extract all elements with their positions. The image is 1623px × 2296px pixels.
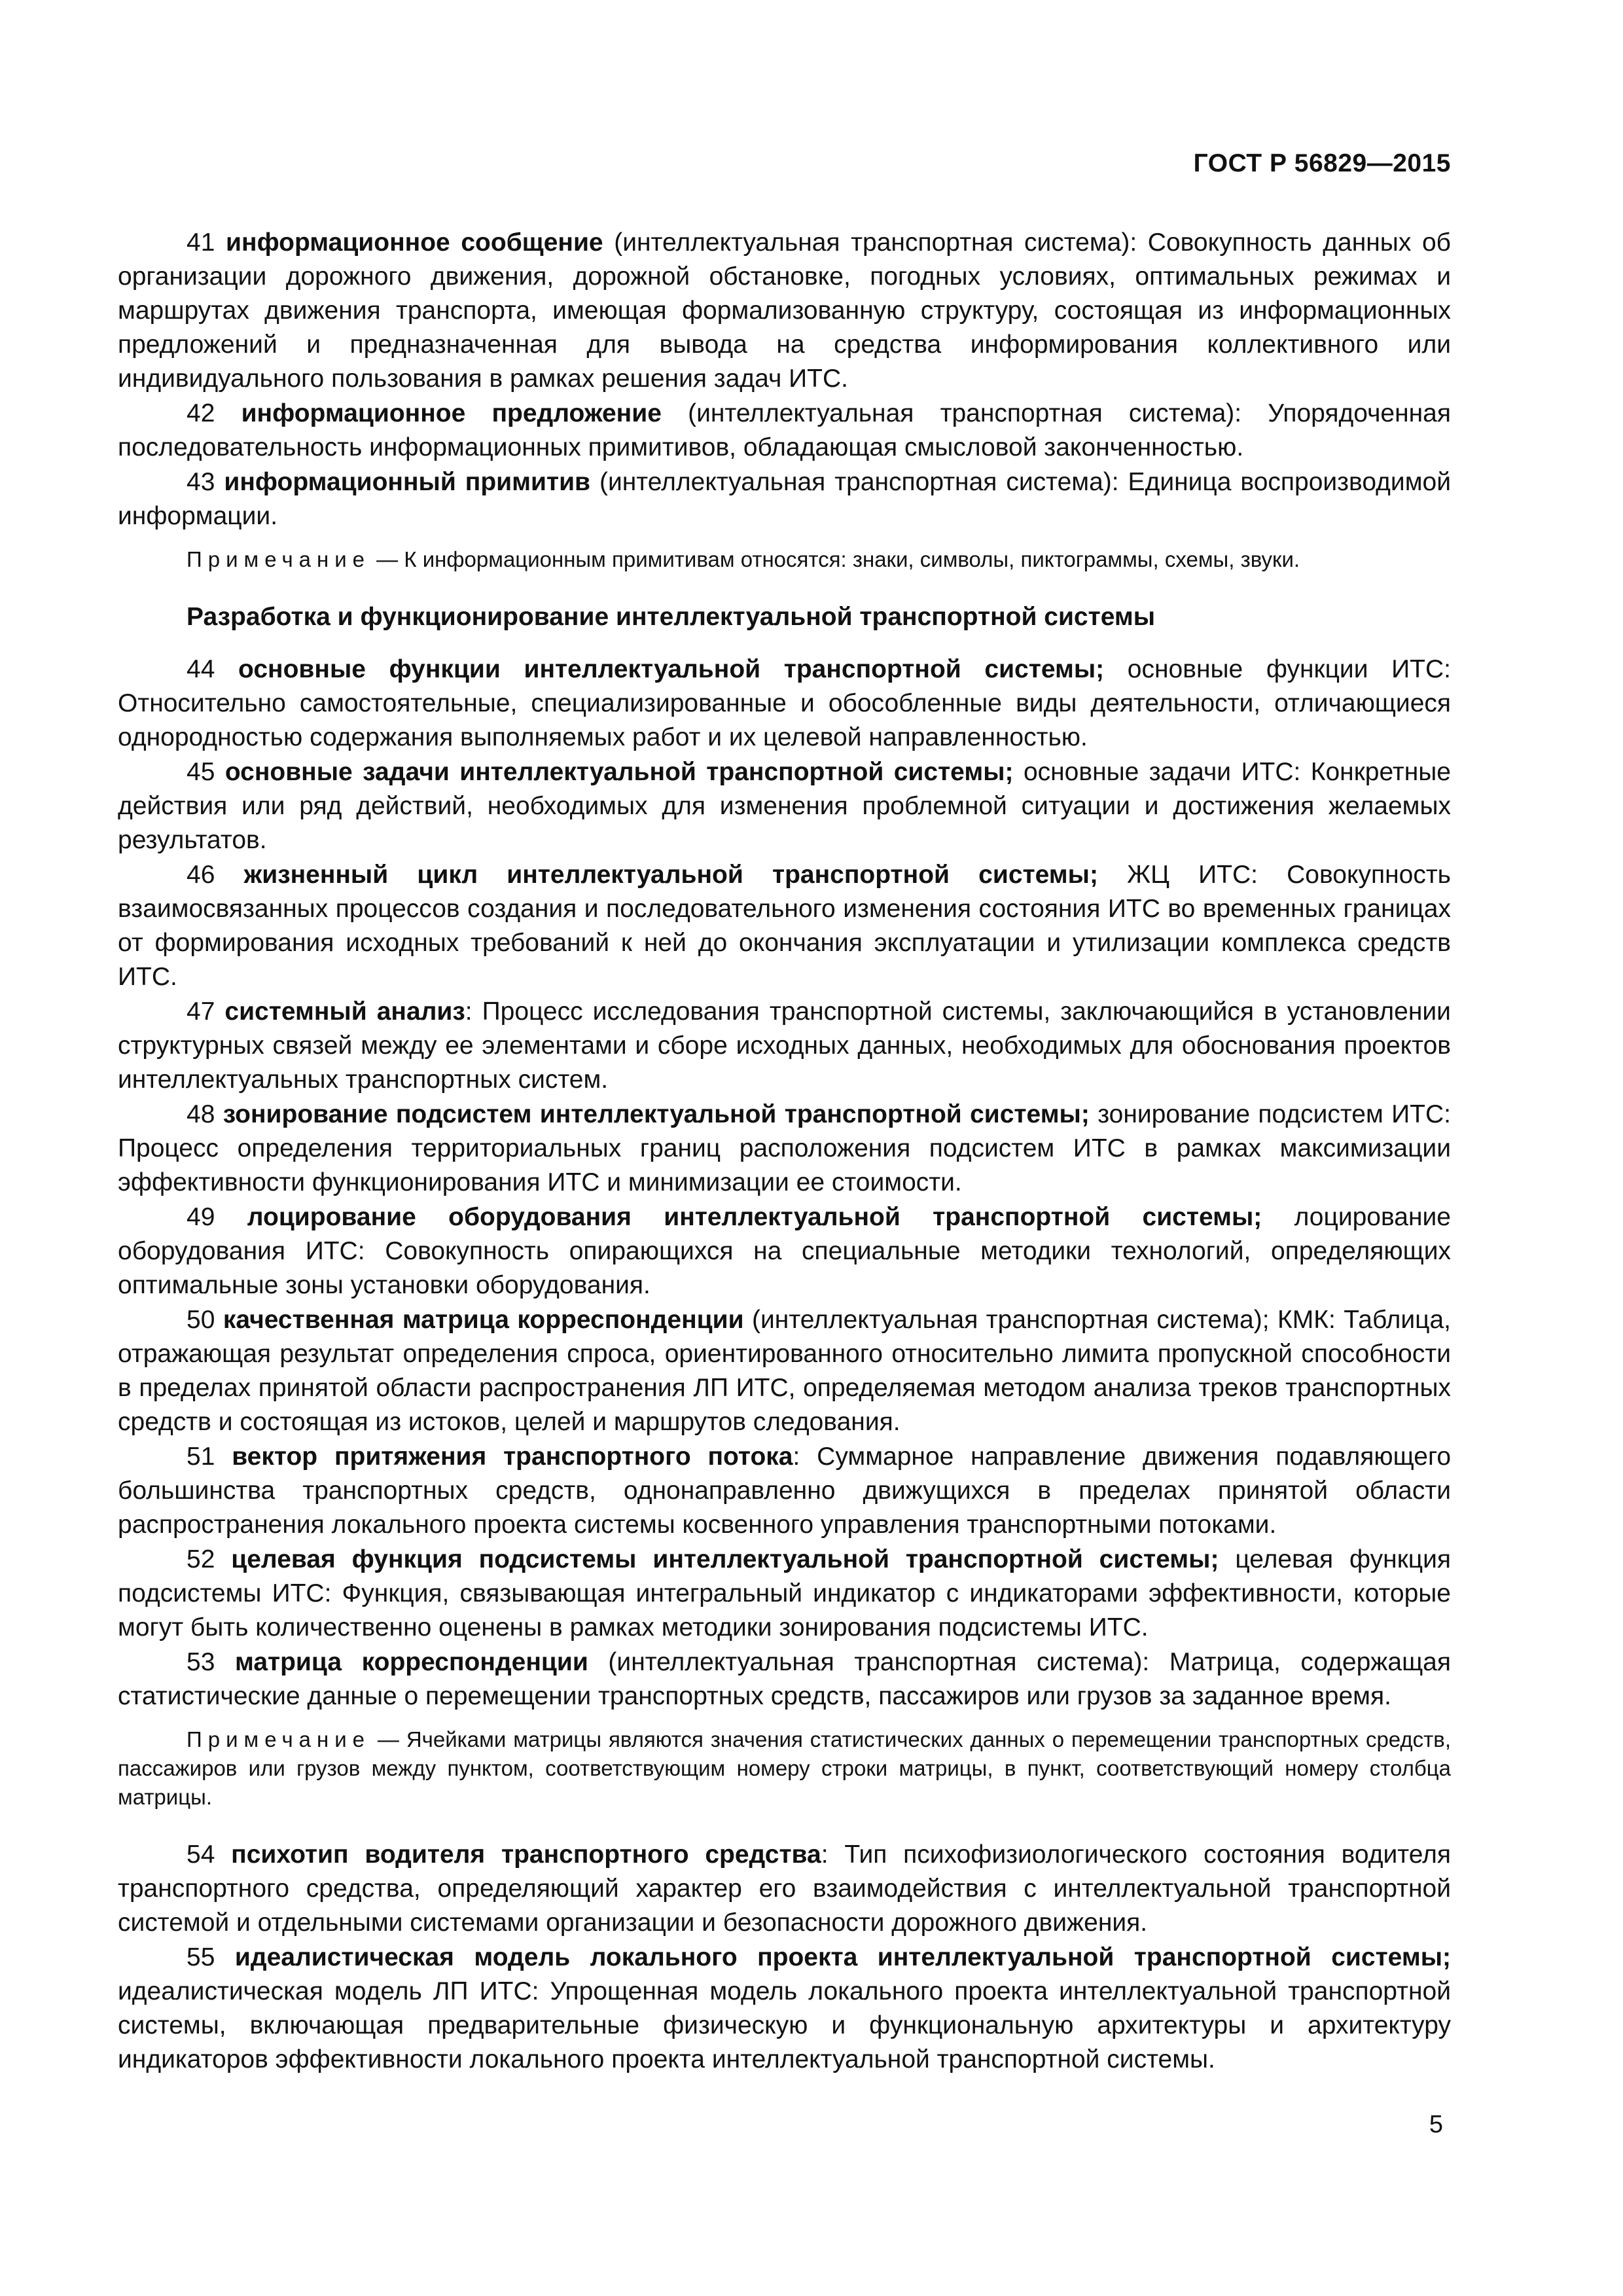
- term-definition: (интеллектуальная транспортная система): Единица воспроизводимой информации.: [118, 468, 1451, 530]
- term-name: основные задачи интеллектуальной транспортной системы;: [224, 758, 1014, 786]
- term-number: 44: [187, 655, 215, 683]
- term-number: 49: [187, 1203, 215, 1231]
- term-number: 46: [187, 861, 215, 889]
- term-definition: основные функции ИТС: Относительно самостоятельные, специализированные и обособленные виды деятельности, отличающиеся однородностью содержания выполняемых работ и их целевой направленностью.: [118, 655, 1451, 751]
- term-definition: (интеллектуальная транспортная система); КМК: Таблица, отражающая результат определения спроса, ориентированного относительно лимита пропускной способности в пределах принятой области распространения ЛП ИТС, определяемая методом анализа треков транспортных средств и состоящая из истоков, целей и маршрутов следования.: [118, 1306, 1451, 1436]
- term-number: 43: [187, 468, 215, 496]
- term-entry-52: [118, 1543, 1451, 1645]
- term-number: 48: [187, 1100, 215, 1128]
- term-entry-44: [118, 653, 1451, 755]
- term-entry-50: [118, 1303, 1451, 1439]
- term-name: целевая функция подсистемы интеллектуальной транспортной системы;: [231, 1545, 1219, 1573]
- term-name: системный анализ: [224, 997, 465, 1026]
- term-entry-47: [118, 995, 1451, 1097]
- note-label: Примечание: [187, 1727, 371, 1751]
- note-correspondence-matrix: [118, 1725, 1451, 1812]
- term-name: информационное сообщение: [226, 228, 603, 257]
- term-definition: : Тип психофизиологического состояния водителя транспортного средства, определяющий характер его взаимодействия с интеллектуальной транспортной системой и отдельными системами организации и безопасности дорожного движения.: [118, 1840, 1451, 1937]
- term-definition: целевая функция подсистемы ИТС: Функция, связывающая интегральный индикатор с индикаторами эффективности, которые могут быть количественно оценены в рамках методики зонирования подсистемы ИТС.: [118, 1545, 1451, 1641]
- term-entry-42: [118, 397, 1451, 465]
- term-name: лоцирование оборудования интеллектуальной транспортной системы;: [247, 1203, 1262, 1231]
- document-body: [118, 226, 1451, 2077]
- term-name: основные функции интеллектуальной транспортной системы;: [238, 655, 1105, 683]
- note-label: Примечание: [187, 547, 371, 571]
- term-entry-53: [118, 1645, 1451, 1713]
- term-name: информационный примитив: [224, 468, 591, 496]
- term-name: вектор притяжения транспортного потока: [232, 1443, 793, 1471]
- term-definition: основные задачи ИТС: Конкретные действия или ряд действий, необходимых для изменения проблемной ситуации и достижения желаемых результатов.: [118, 758, 1451, 854]
- page-number: 5: [1429, 2111, 1443, 2138]
- term-entry-49: [118, 1200, 1451, 1302]
- term-number: 53: [187, 1648, 215, 1676]
- term-definition: : Суммарное направление движения подавляющего большинства транспортных средств, однонаправленно движущихся в пределах принятой области распространения локального проекта системы косвенного управления транспортными потоками.: [118, 1443, 1452, 1539]
- term-definition: : Процесс исследования транспортной системы, заключающийся в установлении структурных связей между ее элементами и сборе исходных данных, необходимых для обоснования проектов интеллектуальных транспортных систем.: [118, 997, 1451, 1094]
- term-name: психотип водителя транспортного средства: [231, 1840, 821, 1869]
- term-definition: лоцирование оборудования ИТС: Совокупность опирающихся на специальные методики технологий, определяющих оптимальные зоны установки оборудования.: [118, 1203, 1451, 1299]
- term-entry-45: [118, 755, 1451, 857]
- term-entry-54: [118, 1838, 1451, 1940]
- terms-group-information: [118, 226, 1451, 533]
- term-name: зонирование подсистем интеллектуальной транспортной системы;: [223, 1100, 1090, 1128]
- term-name: идеалистическая модель локального проекта интеллектуальной транспортной системы;: [234, 1943, 1451, 1971]
- term-definition: ЖЦ ИТС: Совокупность взаимосвязанных процессов создания и последовательного изменения состояния ИТС во временных границах от формирования исходных требований к ней до окончания эксплуатации и утилизации комплекса средств ИТС.: [118, 861, 1451, 991]
- term-definition: (интеллектуальная транспортная система): Упорядоченная последовательность информационных примитивов, обладающая смысловой законченностью.: [118, 399, 1451, 461]
- document-id: ГОСТ Р 56829—2015: [1193, 149, 1451, 177]
- term-number: 45: [187, 758, 215, 786]
- term-number: 42: [187, 399, 215, 427]
- term-name: качественная матрица корреспонденции: [223, 1306, 744, 1334]
- note-text: — Ячейками матрицы являются значения статистических данных о перемещении транспортных средств, пассажиров или грузов между пунктом, соответствующим номеру строки матрицы, в пункт, соответствующий номеру столбца матрицы.: [118, 1727, 1451, 1809]
- term-number: 51: [187, 1443, 215, 1471]
- term-number: 55: [187, 1943, 215, 1971]
- term-number: 54: [187, 1840, 215, 1869]
- term-definition: идеалистическая модель ЛП ИТС: Упрощенная модель локального проекта интеллектуальной транспортной системы, включающая предварительные физическую и функциональную архитектуры и архитектуру индикаторов эффективности локального проекта интеллектуальной транспортной системы.: [118, 1977, 1451, 2073]
- note-information-primitive: [118, 545, 1451, 574]
- term-number: 52: [187, 1545, 215, 1573]
- term-name: матрица корреспонденции: [234, 1648, 588, 1676]
- term-entry-41: [118, 226, 1451, 396]
- term-definition: (интеллектуальная транспортная система): Совокупность данных об организации дорожного движения, дорожной обстановке, погодных условиях, оптимальных режимах и маршрутах движения транспорта, имеющая формализованную структуру, состоящая из информационных предложений и предназначенная для вывода на средства информирования коллективного или индивидуального пользования в рамках решения задач ИТС.: [118, 228, 1451, 393]
- term-name: информационное предложение: [241, 399, 662, 427]
- term-number: 41: [187, 228, 215, 257]
- term-entry-51: [118, 1440, 1451, 1542]
- term-entry-48: [118, 1098, 1451, 1200]
- note-text: — К информационным примитивам относятся: знаки, символы, пиктограммы, схемы, звуки.: [370, 547, 1300, 571]
- terms-group-models: [118, 1838, 1451, 2077]
- term-definition: зонирование подсистем ИТС: Процесс определения территориальных границ расположения подсистем ИТС в рамках максимизации эффективности функционирования ИТС и минимизации ее стоимости.: [118, 1100, 1451, 1196]
- term-name: жизненный цикл интеллектуальной транспортной системы;: [243, 861, 1098, 889]
- section-heading: Разработка и функционирование интеллектуальной транспортной системы: [187, 603, 1156, 631]
- term-entry-46: [118, 858, 1451, 994]
- term-number: 47: [187, 997, 215, 1026]
- term-number: 50: [187, 1306, 215, 1334]
- term-entry-55: [118, 1941, 1451, 2077]
- term-definition: (интеллектуальная транспортная система): Матрица, содержащая статистические данные о перемещении транспортных средств, пассажиров или грузов за заданное время.: [118, 1648, 1451, 1710]
- terms-group-development: [118, 653, 1451, 1713]
- term-entry-43: [118, 465, 1451, 533]
